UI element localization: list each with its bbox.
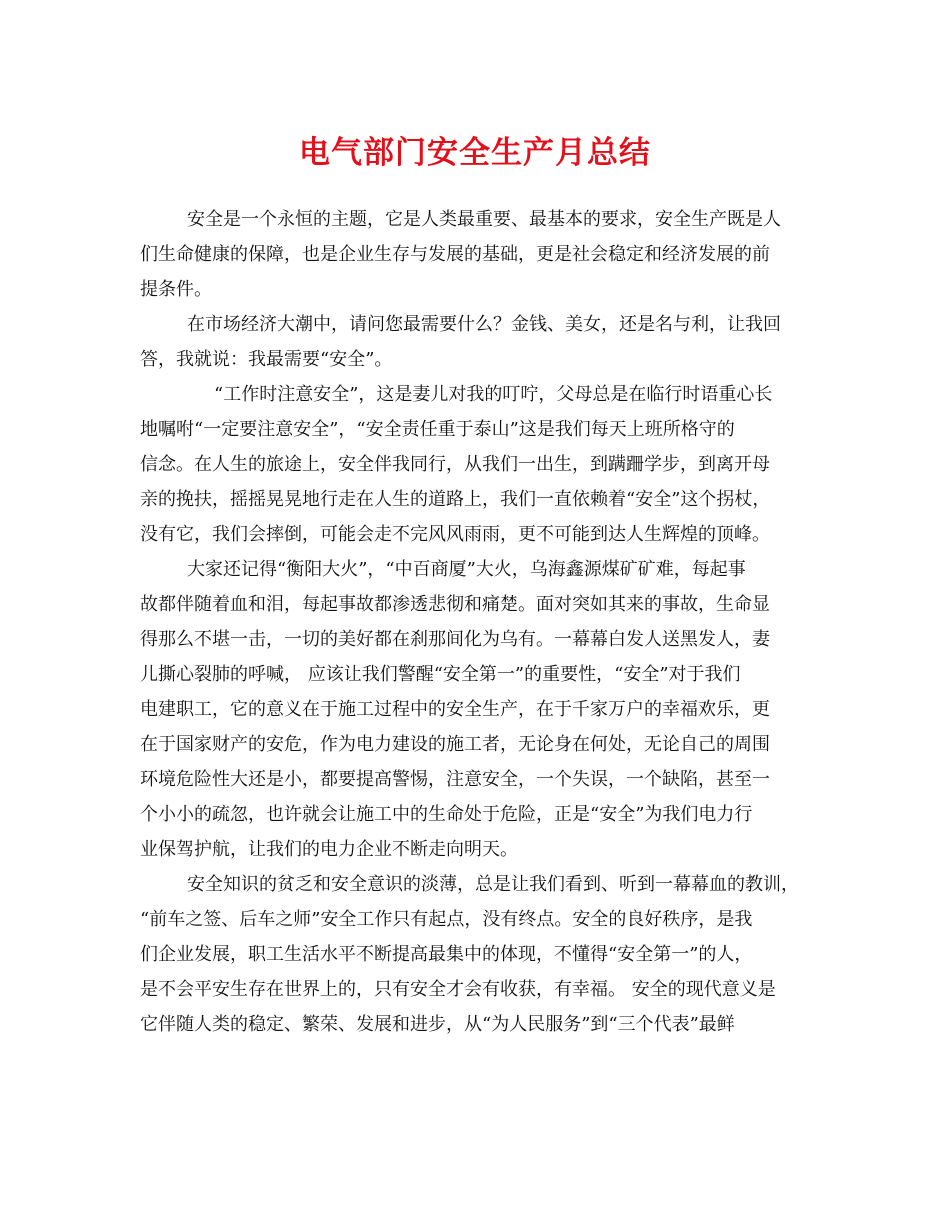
- text-line: 没有它，我们会摔倒，可能会走不完风风雨雨，更不可能到达人生辉煌的顶峰。: [140, 524, 770, 545]
- page-title: 电气部门安全生产月总结: [299, 135, 651, 171]
- text-line: 是不会平安生存在世界上的，只有安全才会有收获，有幸福。 安全的现代意义是: [140, 979, 776, 1000]
- document-body: [140, 202, 810, 1042]
- text-line: 在于国家财产的安危，作为电力建设的施工者，无论身在何处，无论自己的周围: [140, 734, 770, 755]
- text-line: 地嘱咐“一定要注意安全”，“安全责任重于泰山”这是我们每天上班所格守的: [140, 419, 735, 440]
- text-line: 大家还记得“衡阳大火”，“中百商厦”大火，乌海鑫源煤矿矿难，每起事: [187, 559, 746, 580]
- text-line: 亲的挽扶，摇摇晃晃地行走在人生的道路上，我们一直依赖着“安全”这个拐杖，: [140, 489, 771, 510]
- text-line: 们企业发展，职工生活水平不断提高最集中的体现，不懂得“安全第一”的人，: [140, 944, 753, 965]
- text-line: 在市场经济大潮中，请问您最需要什么？金钱、美女，还是名与利，让我回: [187, 314, 781, 335]
- text-line: 故都伴随着血和泪，每起事故都渗透悲彻和痛楚。面对突如其来的事故，生命显: [140, 594, 770, 615]
- text-line: 它伴随人类的稳定、繁荣、发展和进步，从“为人民服务”到“三个代表”最鲜: [140, 1014, 735, 1035]
- text-line: 信念。在人生的旅途上，安全伴我同行，从我们一出生，到蹒跚学步，到离开母: [140, 454, 770, 475]
- text-line: 个小小的疏忽，也许就会让施工中的生命处于危险，正是“安全”为我们电力行: [140, 804, 753, 825]
- text-line: “工作时注意安全”，这是妻儿对我的叮咛，父母总是在临行时语重心长: [214, 384, 773, 405]
- text-line: 们生命健康的保障，也是企业生存与发展的基础，更是社会稳定和经济发展的前: [140, 244, 770, 265]
- text-line: 答，我就说：我最需要“安全”。: [140, 349, 393, 370]
- text-line: 安全知识的贫乏和安全意识的淡薄，总是让我们看到、听到一幕幕血的教训，: [187, 874, 799, 895]
- text-line: 电建职工，它的意义在于施工过程中的安全生产，在于千家万户的幸福欢乐，更: [140, 699, 770, 720]
- text-line: 得那么不堪一击，一切的美好都在刹那间化为乌有。一幕幕白发人送黑发人，妻: [140, 629, 770, 650]
- text-line: 提条件。: [140, 279, 212, 300]
- text-line: 业保驾护航，让我们的电力企业不断走向明天。: [140, 839, 518, 860]
- text-line: 儿撕心裂肺的呼喊， 应该让我们警醒“安全第一”的重要性，“安全”对于我们: [140, 664, 741, 685]
- text-line: “前车之签、后车之师”安全工作只有起点，没有终点。安全的良好秩序，是我: [140, 909, 753, 930]
- text-line: 安全是一个永恒的主题，它是人类最重要、最基本的要求，安全生产既是人: [187, 209, 781, 230]
- text-line: 环境危险性大还是小，都要提高警惕，注意安全，一个失误，一个缺陷，甚至一: [140, 769, 770, 790]
